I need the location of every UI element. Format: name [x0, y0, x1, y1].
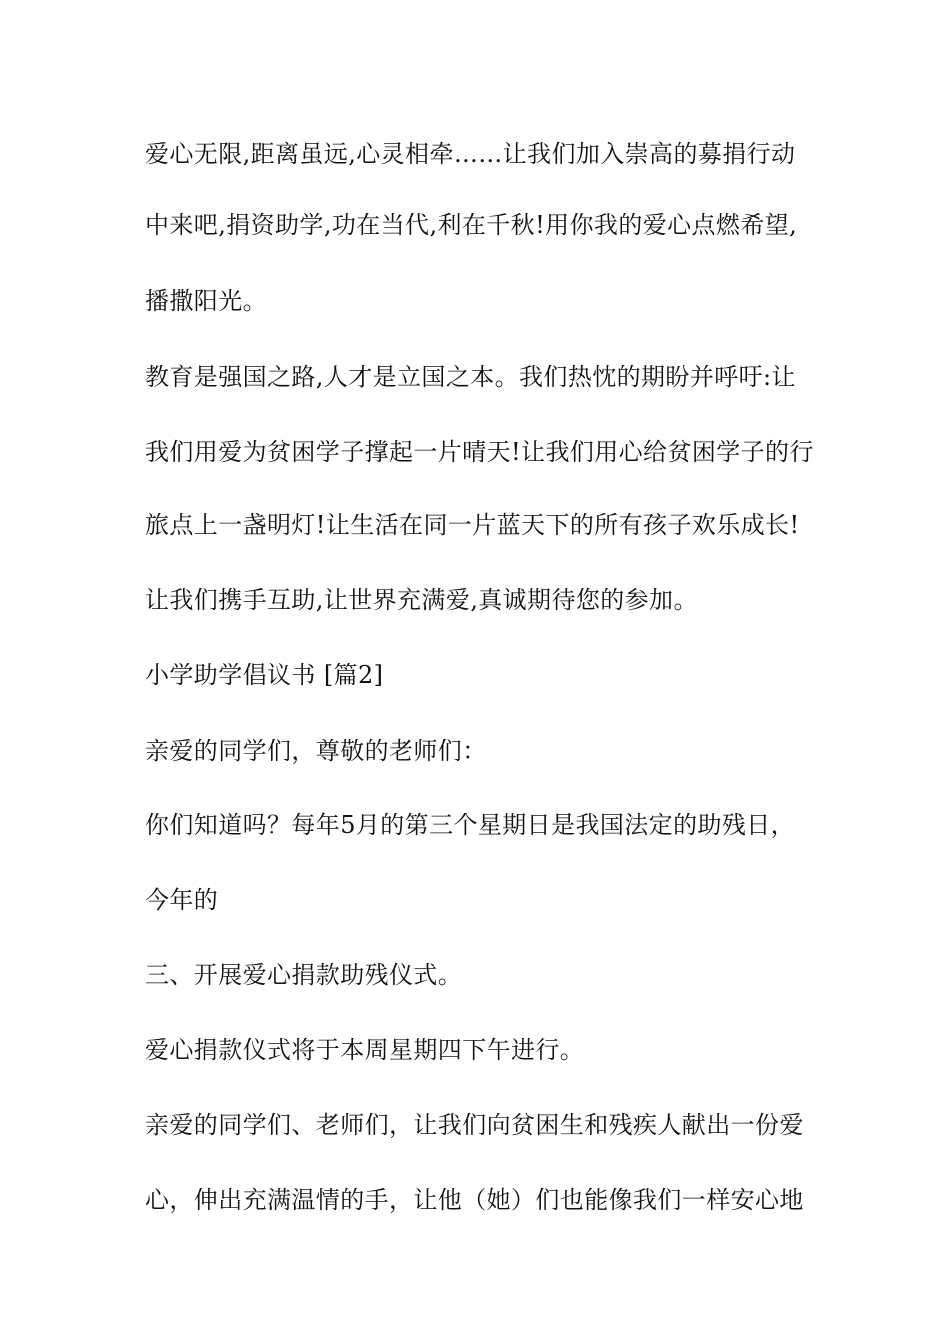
paragraph-line: 中来吧,捐资助学,功在当代,利在千秋!用你我的爱心点燃希望, [145, 211, 798, 239]
paragraph-line: 播撒阳光。 [145, 287, 267, 315]
paragraph-line: 爱心捐款仪式将于本周星期四下午进行。 [145, 1036, 585, 1064]
paragraph-line: 爱心无限,距离虽远,心灵相牵……让我们加入崇高的募捐行动 [145, 140, 796, 168]
section-heading: 小学助学倡议书 [篇2] [145, 661, 384, 689]
paragraph-line: 今年的 [145, 886, 219, 914]
paragraph-line: 心，伸出充满温情的手，让他（她）们也能像我们一样安心地 [145, 1186, 804, 1214]
paragraph-line: 教育是强国之路,人才是立国之本。我们热忱的期盼并呼吁:让 [145, 363, 796, 391]
greeting-line: 亲爱的同学们，尊敬的老师们： [145, 737, 487, 765]
paragraph-line: 我们用爱为贫困学子撑起一片晴天!让我们用心给贫困学子的行 [145, 438, 814, 466]
paragraph-line: 你们知道吗？每年5月的第三个星期日是我国法定的助残日， [145, 811, 796, 839]
paragraph-line: 旅点上一盏明灯!让生活在同一片蓝天下的所有孩子欢乐成长! [145, 511, 800, 539]
paragraph-line: 让我们携手互助,让世界充满爱,真诚期待您的参加。 [145, 586, 698, 614]
list-item-heading: 三、开展爱心捐款助残仪式。 [145, 961, 463, 989]
paragraph-line: 亲爱的同学们、老师们，让我们向贫困生和残疾人献出一份爱 [145, 1111, 804, 1139]
